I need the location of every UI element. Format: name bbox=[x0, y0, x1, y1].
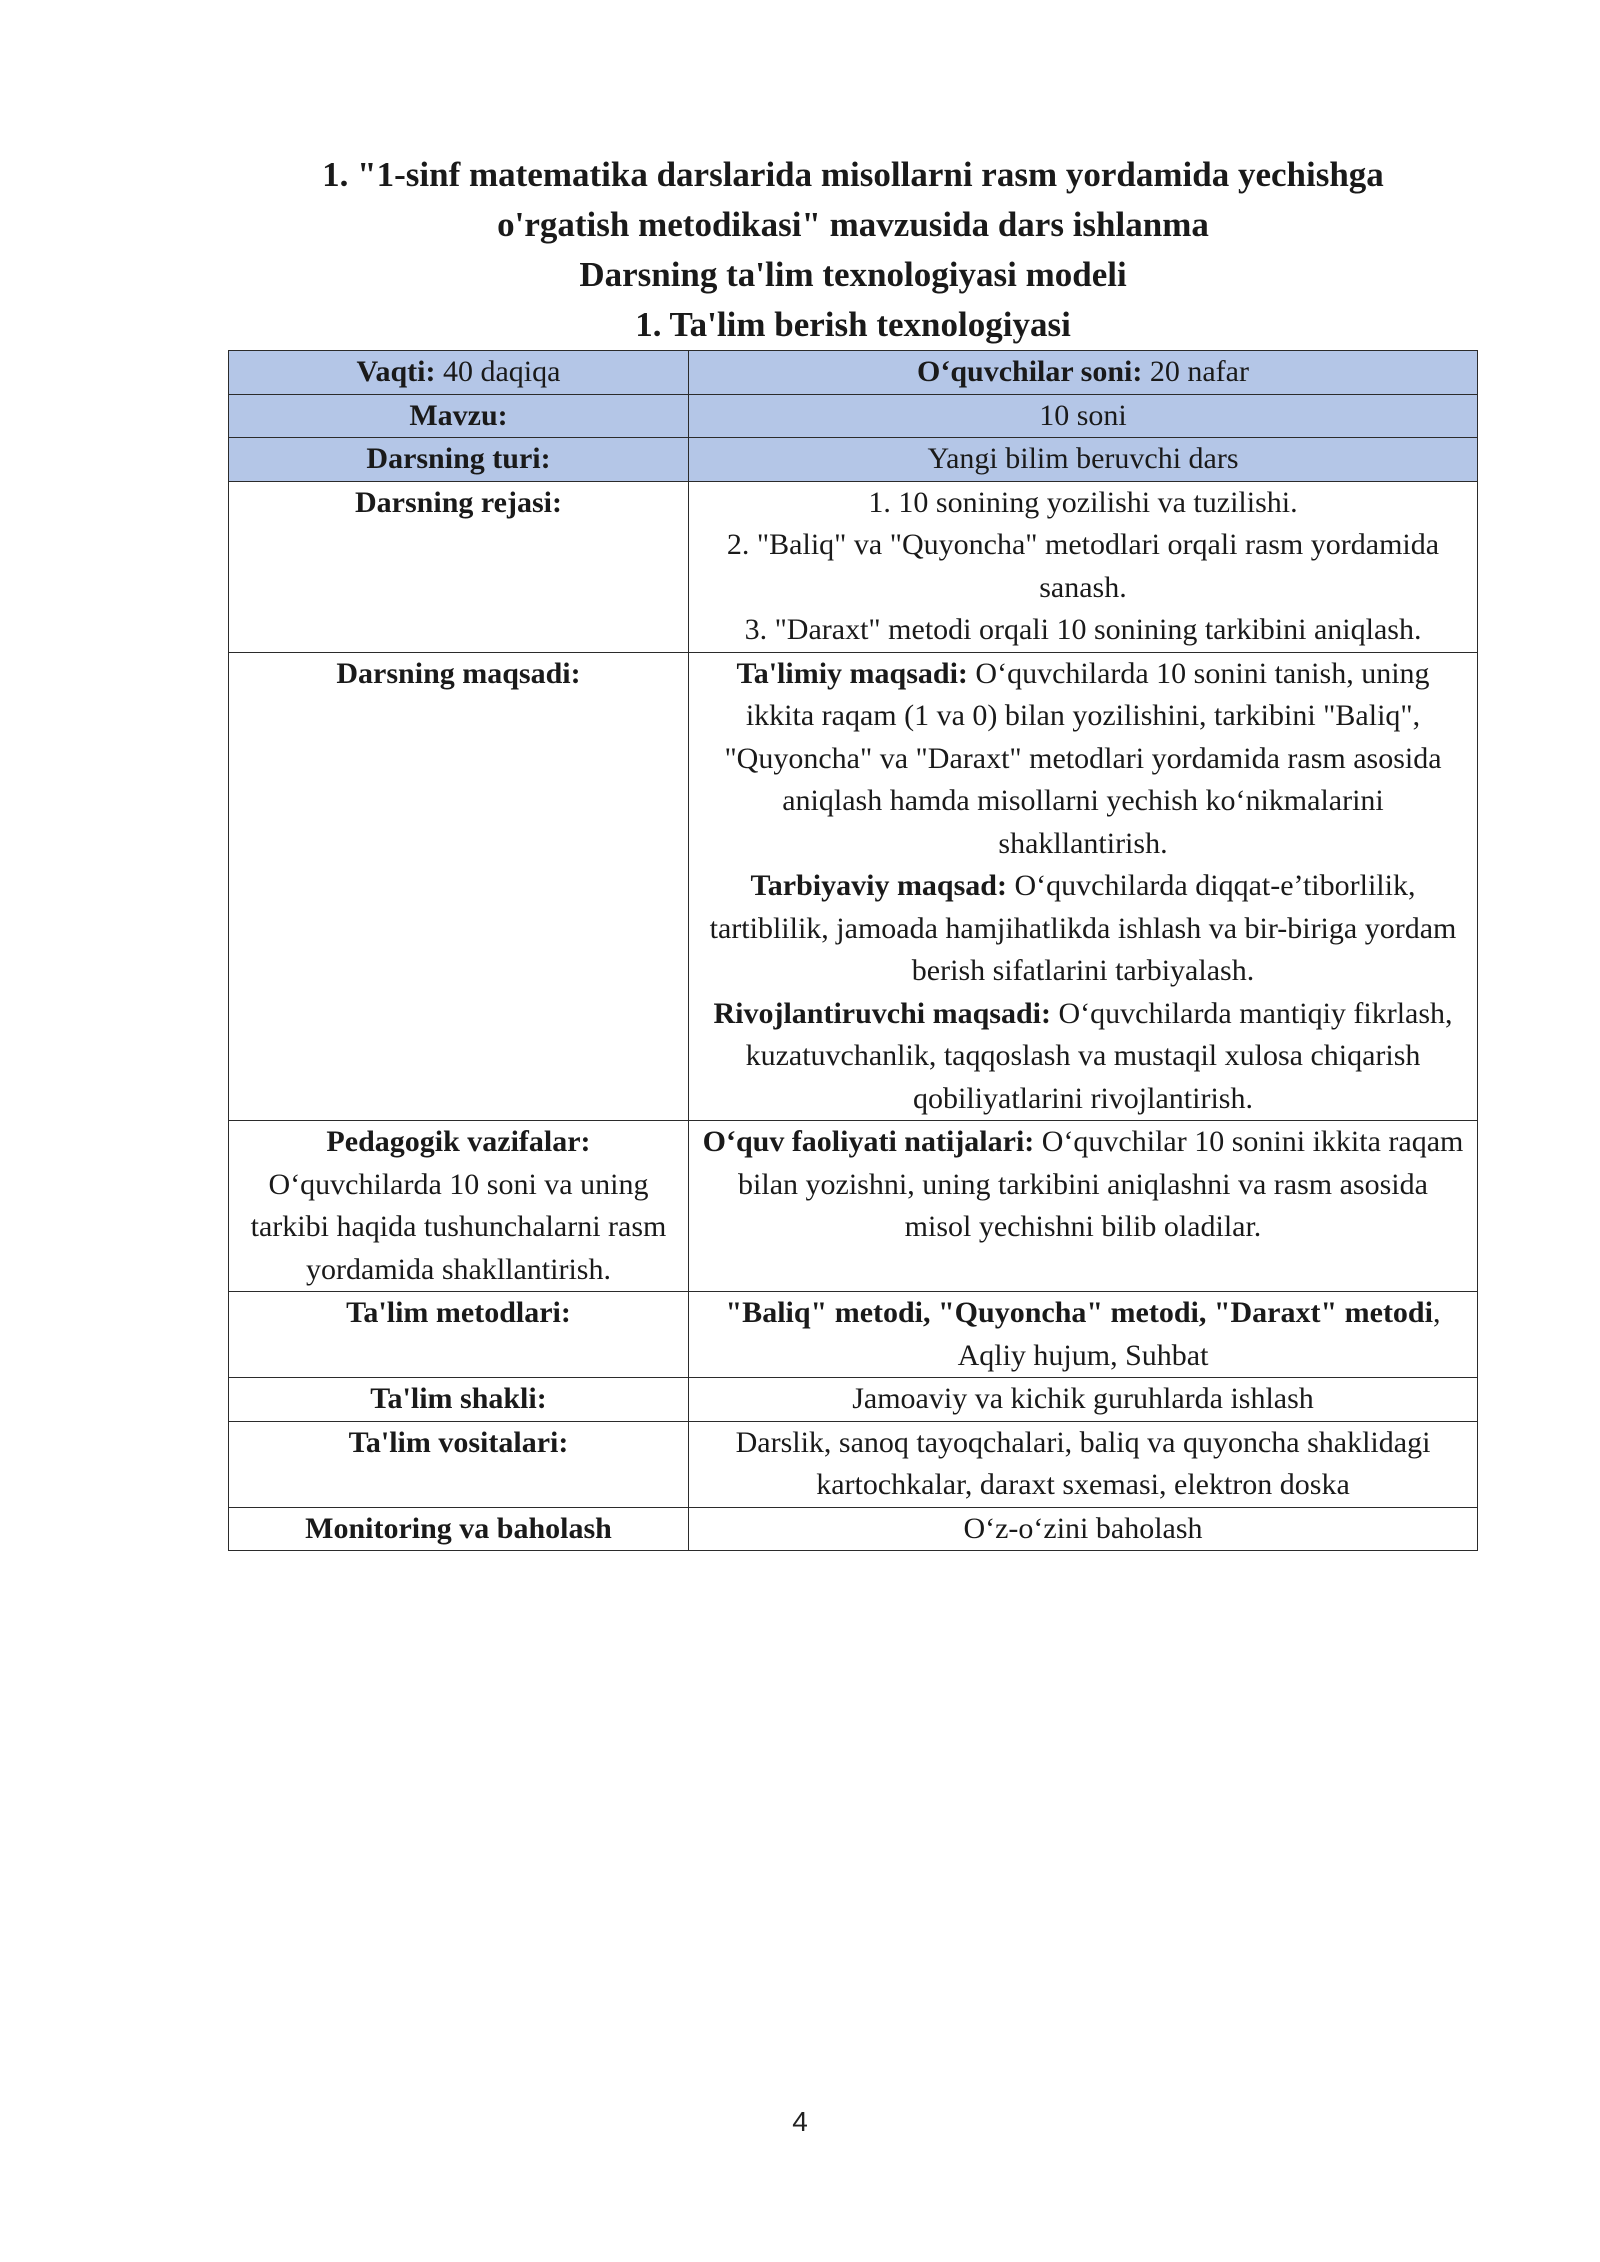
tools-label: Ta'lim vositalari: bbox=[229, 1421, 689, 1507]
form-label: Ta'lim shakli: bbox=[229, 1378, 689, 1422]
plan-item-3: 3. "Daraxt" metodi orqali 10 sonining tarkibini aniqlash. bbox=[744, 613, 1422, 646]
plan-items bbox=[689, 481, 1478, 652]
plan-item-1: 1. 10 sonining yozilishi va tuzilishi. bbox=[868, 485, 1298, 519]
goal-label: Darsning maqsadi: bbox=[229, 652, 689, 1121]
tasks-cell bbox=[229, 1121, 689, 1292]
lesson-plan-table bbox=[228, 350, 1478, 1551]
heading-line-1: 1. "1-sinf matematika darslarida misollarni rasm yordamida yechishga bbox=[322, 155, 1384, 194]
results-text: O‘quvchilar 10 sonini ikkita raqam bilan yozishni, uning tarkibini aniqlashni va rasm asosida misol yechishni bilib oladilar. bbox=[738, 1125, 1464, 1243]
results-cell bbox=[689, 1121, 1478, 1292]
tasks-label: Pedagogik vazifalar: bbox=[326, 1125, 591, 1158]
methods-bold-value: "Baliq" metodi, "Quyoncha" metodi, "Daraxt" metodi bbox=[725, 1296, 1433, 1329]
table-row-plan bbox=[229, 481, 1478, 652]
students-value: 20 nafar bbox=[1149, 355, 1249, 388]
time-value: 40 daqiqa bbox=[442, 355, 561, 388]
time-cell bbox=[229, 351, 689, 395]
tasks-text: O‘quvchilarda 10 soni va uning tarkibi haqida tushunchalarni rasm yordamida shakllantirish. bbox=[250, 1167, 667, 1286]
plan-label: Darsning rejasi: bbox=[229, 481, 689, 652]
table-row-tasks bbox=[229, 1121, 1478, 1292]
table-row-monitoring bbox=[229, 1507, 1478, 1551]
educational-goal-text: O‘quvchilarda 10 sonini tanish, uning ikkita raqam (1 va 0) bilan yozilishini, tarkibini "Baliq", "Quyoncha" va "Daraxt" metodlari yordamida rasm asosida aniqlash hamda misollarni yechish ko‘nikmalarini shakllantirish. bbox=[724, 656, 1442, 860]
educational-goal-label: Ta'limiy maqsadi: bbox=[736, 656, 968, 690]
document-heading bbox=[228, 150, 1478, 350]
table-row-methods bbox=[229, 1292, 1478, 1378]
table-row-time bbox=[229, 351, 1478, 395]
form-value: Jamoaviy va kichik guruhlarda ishlash bbox=[689, 1378, 1478, 1422]
students-cell bbox=[689, 351, 1478, 395]
methods-label: Ta'lim metodlari: bbox=[229, 1292, 689, 1378]
table-row-goal bbox=[229, 652, 1478, 1121]
students-label: O‘quvchilar soni: bbox=[917, 355, 1143, 388]
educational-goal bbox=[701, 653, 1465, 866]
table-row-form bbox=[229, 1378, 1478, 1422]
tools-value: Darslik, sanoq tayoqchalari, baliq va quyoncha shaklidagi kartochkalar, daraxt sxemasi, elektron doska bbox=[689, 1421, 1478, 1507]
monitoring-label: Monitoring va baholash bbox=[229, 1507, 689, 1551]
table-row-topic bbox=[229, 394, 1478, 438]
monitoring-value: O‘z-o‘zini baholash bbox=[689, 1507, 1478, 1551]
developing-goal-label: Rivojlantiruvchi maqsadi: bbox=[713, 996, 1051, 1030]
heading-line-2: o'rgatish metodikasi" mavzusida dars ishlanma bbox=[497, 205, 1209, 244]
developing-goal-text: O‘quvchilarda mantiqiy fikrlash, kuzatuvchanlik, taqqoslash va mustaqil xulosa chiqarish qobiliyatlarini rivojlantirish. bbox=[745, 996, 1453, 1115]
lesson-type-value: Yangi bilim beruvchi dars bbox=[689, 438, 1478, 482]
results-label: O‘quv faoliyati natijalari: bbox=[702, 1125, 1035, 1158]
table-row-type bbox=[229, 438, 1478, 482]
goal-content bbox=[689, 652, 1478, 1121]
developing-goal bbox=[701, 993, 1465, 1121]
upbringing-goal-text: O‘quvchilarda diqqat-e’tiborlilik, tartiblilik, jamoada hamjihatlikda ishlash va bir-biriga yordam berish sifatlarini tarbiyalash. bbox=[709, 869, 1457, 987]
page-number: 4 bbox=[792, 2106, 808, 2137]
table-row-tools bbox=[229, 1421, 1478, 1507]
plan-item-2: 2. "Baliq" va "Quyoncha" metodlari orqali rasm yordamida sanash. bbox=[726, 528, 1440, 604]
heading-line-3: Darsning ta'lim texnologiyasi modeli bbox=[579, 255, 1127, 294]
time-label: Vaqti: bbox=[356, 355, 436, 388]
heading-line-4: 1. Ta'lim berish texnologiyasi bbox=[635, 305, 1071, 344]
topic-label: Mavzu: bbox=[229, 394, 689, 438]
methods-rest-value: , Aqliy hujum, Suhbat bbox=[957, 1296, 1441, 1372]
lesson-type-label: Darsning turi: bbox=[229, 438, 689, 482]
methods-cell bbox=[689, 1292, 1478, 1378]
upbringing-goal bbox=[701, 865, 1465, 993]
topic-value: 10 soni bbox=[689, 394, 1478, 438]
upbringing-goal-label: Tarbiyaviy maqsad: bbox=[750, 869, 1007, 902]
